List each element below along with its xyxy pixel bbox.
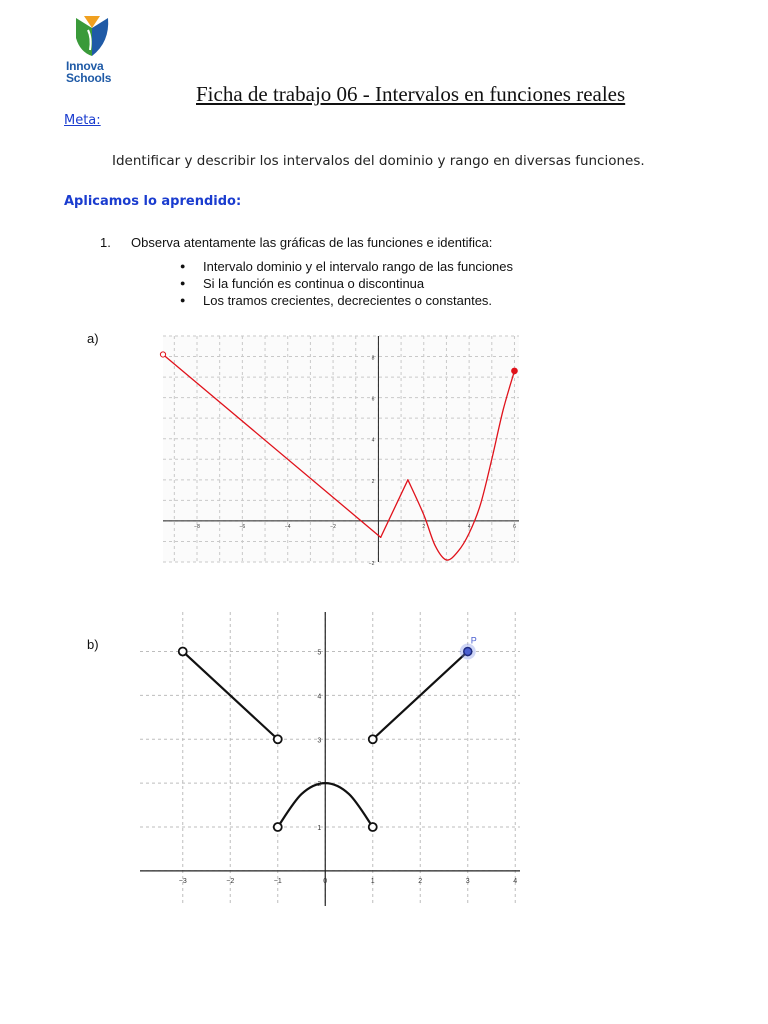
y-tick-label: 2: [317, 781, 322, 789]
meta-text: Identificar y describir los intervalos del dominio y rango en diversas funciones.: [112, 153, 645, 169]
y-tick-label: −2: [368, 561, 375, 567]
y-tick-label: 5: [317, 649, 322, 657]
question-number: 1.: [100, 235, 111, 250]
x-tick-label: 2: [422, 523, 426, 530]
open-endpoint: [274, 823, 282, 831]
innova-schools-logo: [62, 12, 124, 88]
logo-brand-line1: Innova: [66, 59, 104, 73]
bullet-item: ● Si la función es continua o discontinua: [180, 275, 513, 292]
x-tick-label: −4: [284, 523, 291, 530]
x-tick-label: 6: [513, 523, 516, 530]
logo-brand-line2: Schools: [66, 71, 112, 85]
bullet-item: ● Los tramos crecientes, decrecientes o constantes.: [180, 292, 513, 309]
section-heading: Aplicamos lo aprendido:: [64, 194, 242, 209]
graph-a-label: a): [87, 331, 99, 346]
open-endpoint: [369, 823, 377, 831]
x-tick-label: −2: [330, 523, 336, 530]
x-tick-label: 1: [370, 877, 375, 885]
y-tick-label: 4: [371, 437, 375, 444]
open-endpoint: [274, 735, 282, 743]
x-tick-label: −6: [239, 523, 246, 530]
point-p-label: P: [470, 635, 477, 646]
open-endpoint: [160, 352, 165, 357]
x-tick-label: 2: [418, 877, 423, 885]
meta-label: Meta:: [64, 113, 101, 128]
bullet-list: [180, 258, 513, 309]
x-tick-label: 4: [467, 523, 471, 530]
x-tick-label: 4: [513, 877, 518, 885]
graph-b: [140, 612, 520, 906]
y-tick-label: 1: [317, 825, 322, 833]
graph-b-label: b): [87, 637, 99, 652]
closed-endpoint: [512, 368, 517, 373]
y-tick-label: 4: [317, 693, 322, 701]
y-tick-label: 3: [317, 737, 322, 745]
y-tick-label: 8: [371, 355, 375, 362]
open-endpoint: [179, 647, 187, 655]
x-tick-label: 0: [323, 877, 328, 885]
x-tick-label: −1: [273, 877, 282, 885]
bullet-item: ● Intervalo dominio y el intervalo rango de las funciones: [180, 258, 513, 275]
x-tick-label: 3: [465, 877, 470, 885]
open-endpoint: [369, 735, 377, 743]
x-tick-label: −8: [194, 523, 200, 530]
page-title: Ficha de trabajo 06 - Intervalos en funciones reales: [196, 82, 626, 106]
question-text: Observa atentamente las gráficas de las funciones e identifica:: [131, 235, 493, 250]
y-tick-label: 2: [371, 478, 375, 485]
x-tick-label: −3: [178, 877, 187, 885]
graph-a: [163, 336, 519, 567]
closed-endpoint: [464, 647, 472, 655]
logo-shield-icon: [62, 12, 124, 60]
plot-background: [163, 336, 519, 562]
x-tick-label: −2: [226, 877, 235, 885]
y-tick-label: 6: [371, 396, 375, 403]
